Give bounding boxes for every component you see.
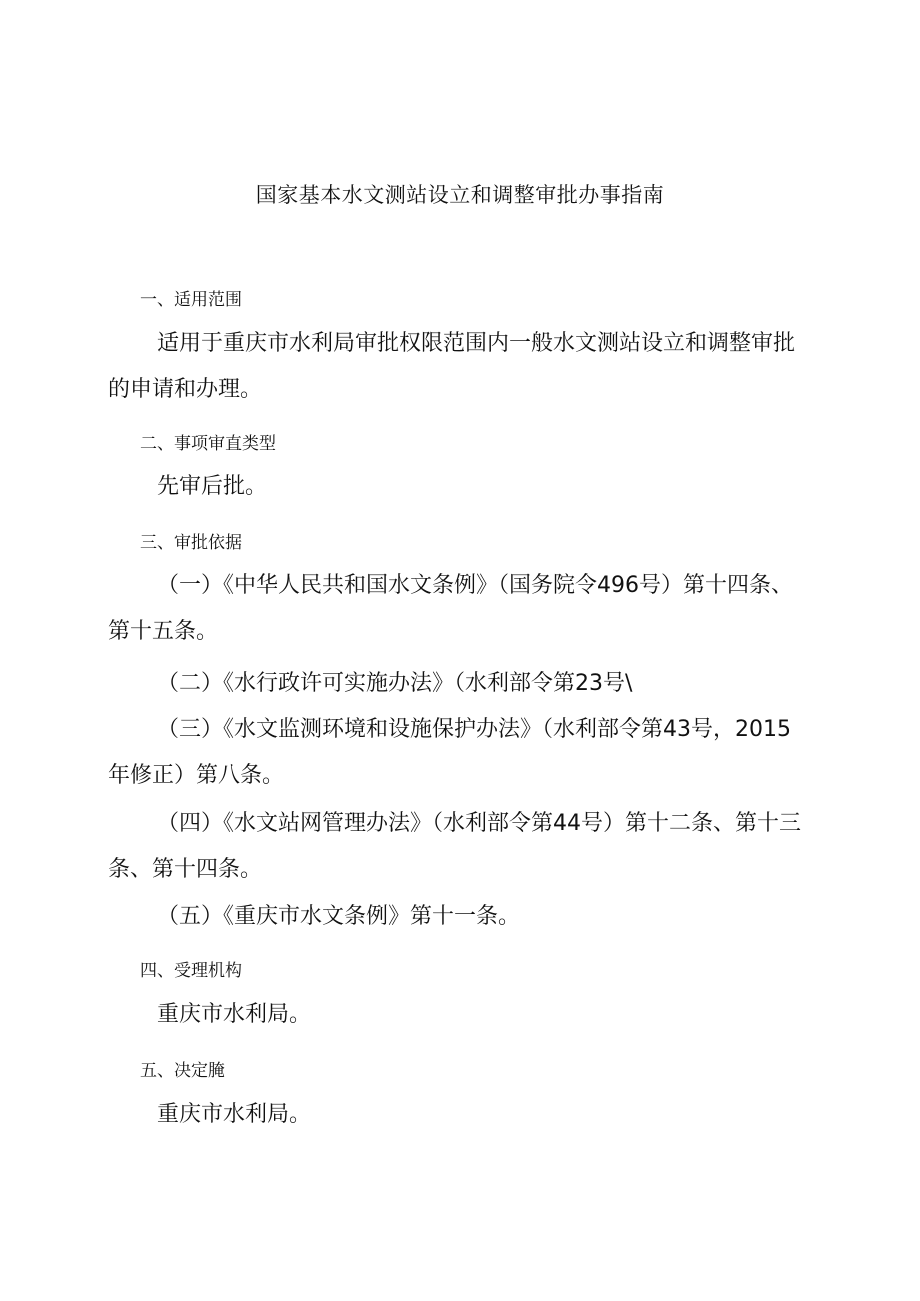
section-heading-agency: 四、受理机构 (140, 961, 242, 981)
paragraph-decision: 重庆市水利局。 (157, 1102, 312, 1127)
paragraph-basis-3: （三）《水文监测环境和设施保护办法》（水利部令第43号，2015年修正）第八条。 (108, 717, 791, 788)
section-heading-decision: 五、决定腌 (140, 1061, 225, 1081)
document-title: 国家基本水文测站设立和调整审批办事指南 (255, 183, 665, 207)
paragraph-agency: 重庆市水利局。 (157, 1002, 312, 1027)
paragraph-basis-2: （二）《水行政许可实施办法》（水利部令第23号\ (157, 671, 633, 696)
section-heading-basis: 三、审批依据 (140, 533, 242, 553)
paragraph-basis-4: （四）《水文站网管理办法》（水利部令第44号）第十二条、第十三条、第十四条。 (108, 811, 801, 882)
paragraph-scope: 适用于重庆市水利局审批权限范围内一般水文测站设立和调整审批的申请和办理。 (108, 331, 796, 402)
paragraph-basis-1: （一）《中华人民共和国水文条例》（国务院令496号）第十四条、第十五条。 (108, 573, 793, 644)
paragraph-type: 先审后批。 (157, 474, 268, 499)
section-heading-type: 二、事项审直类型 (140, 434, 276, 454)
paragraph-basis-5: （五）《重庆市水文条例》第十一条。 (157, 904, 521, 929)
section-heading-scope: 一、适用范围 (140, 290, 242, 310)
